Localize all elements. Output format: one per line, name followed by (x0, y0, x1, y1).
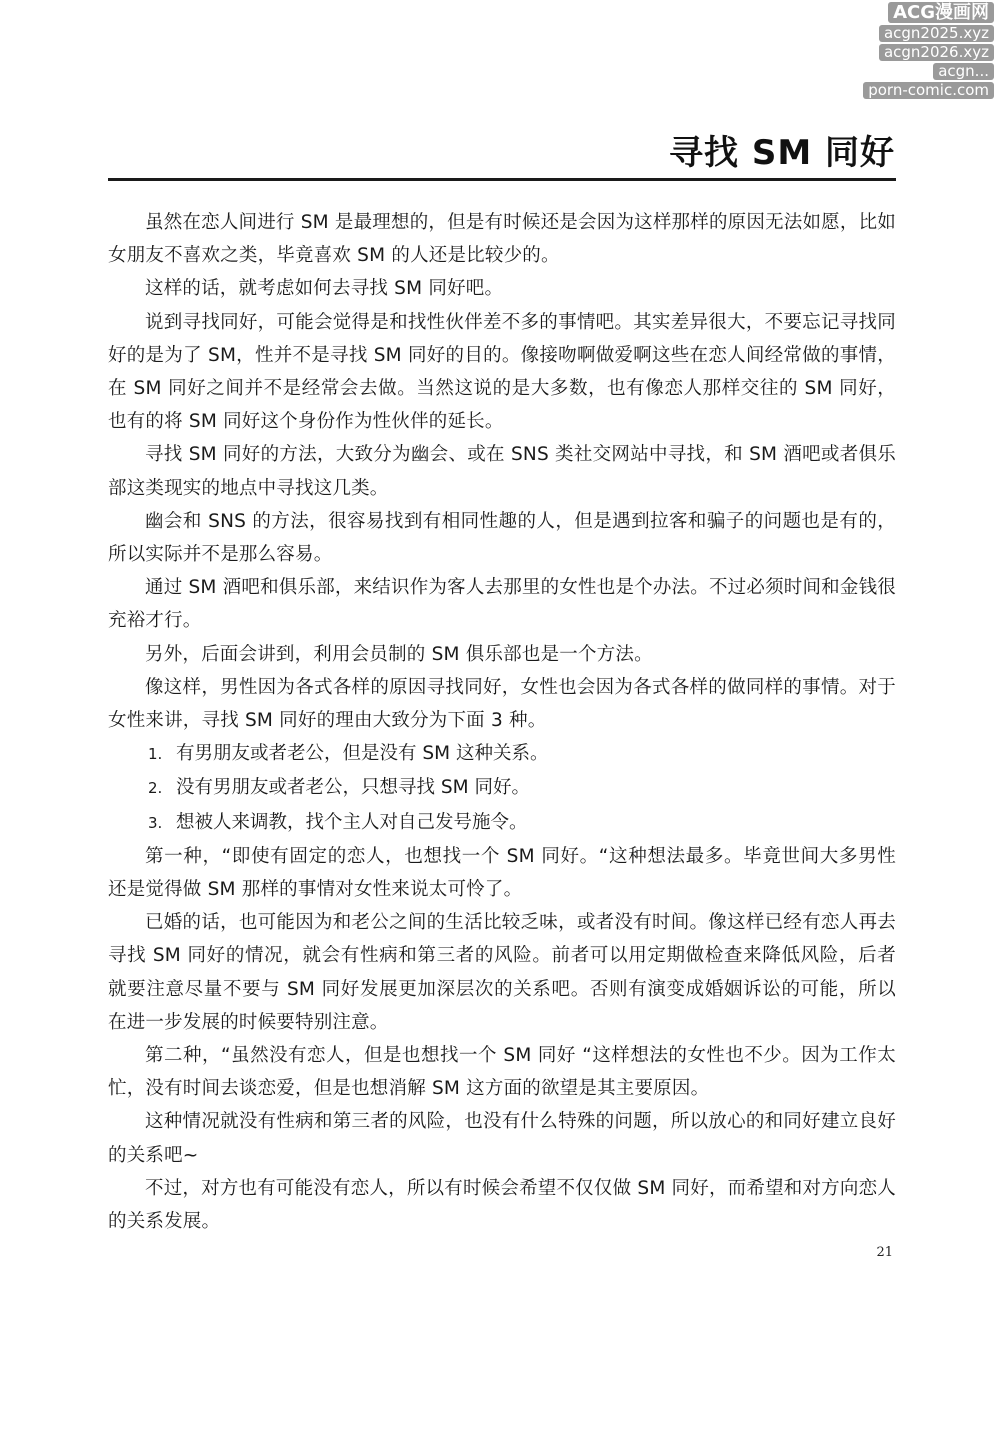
paragraph: 已婚的话，也可能因为和老公之间的生活比较乏味，或者没有时间。像这样已经有恋人再去寻找 SM 同好的情况，就会有性病和第三者的风险。前者可以用定期做检查来降低风险，后者就要注意尽量不要与 SM 同好发展更加深层次的关系吧。否则有演变成婚姻诉讼的可能，所以在进一步发展的时候要特别注意。 (108, 912, 896, 1033)
watermark-brand: ACG漫画网 (888, 2, 994, 23)
list-text: 没有男朋友或者老公，只想寻找 SM 同好。 (176, 777, 530, 799)
list-text: 有男朋友或者老公，但是没有 SM 这种关系。 (176, 743, 549, 765)
paragraph: 虽然在恋人间进行 SM 是最理想的，但是有时候还是会因为这样那样的原因无法如愿，比如女朋友不喜欢之类，毕竟喜欢 SM 的人还是比较少的。 (108, 212, 896, 267)
watermark (844, 2, 994, 100)
paragraph: 说到寻找同好，可能会觉得是和找性伙伴差不多的事情吧。其实差异很大，不要忘记寻找同好的是为了 SM，性并不是寻找 SM 同好的目的。像接吻啊做爱啊这些在恋人间经常做的事情，在 SM 同好之间并不是经常会去做。当然这说的是大多数，也有像恋人那样交往的 SM 同好，也有的将 SM 同好这个身份作为性伙伴的延长。 (108, 311, 896, 433)
body-text (108, 206, 896, 1238)
list-number: 1. (148, 745, 163, 764)
paragraph: 幽会和 SNS 的方法，很容易找到有相同性趣的人，但是遇到拉客和骗子的问题也是有的，所以实际并不是那么容易。 (108, 510, 896, 566)
watermark-line: porn-comic.com (863, 82, 994, 99)
list-number: 2. (148, 779, 163, 798)
paragraph: 不过，对方也有可能没有恋人，所以有时候会希望不仅仅做 SM 同好，而希望和对方向恋人的关系发展。 (108, 1177, 896, 1233)
watermark-line: acgn2025.xyz (879, 25, 994, 42)
watermark-line: acgn2026.xyz (879, 44, 994, 61)
page-title: 寻找 SM 同好 (669, 133, 895, 173)
page-number: 21 (876, 1245, 893, 1260)
list-item (108, 737, 896, 771)
list-item (108, 806, 896, 840)
paragraph: 第二种，“虽然没有恋人，但是也想找一个 SM 同好 “这样想法的女性也不少。因为工作太忙，没有时间去谈恋爱，但是也想消解 SM 这方面的欲望是其主要原因。 (108, 1045, 896, 1100)
paragraph: 这样的话，就考虑如何去寻找 SM 同好吧。 (145, 278, 504, 300)
paragraph: 第一种，“即使有固定的恋人，也想找一个 SM 同好。“这种想法最多。毕竟世间大多男性还是觉得做 SM 那样的事情对女性来说太可怜了。 (108, 845, 896, 901)
title-divider (108, 178, 896, 181)
paragraph: 这种情况就没有性病和第三者的风险，也没有什么特殊的问题，所以放心的和同好建立良好的关系吧~ (108, 1111, 896, 1166)
list-text: 想被人来调教，找个主人对自己发号施令。 (176, 811, 528, 833)
paragraph: 寻找 SM 同好的方法，大致分为幽会、或在 SNS 类社交网站中寻找，和 SM 酒吧或者俱乐部这类现实的地点中寻找这几类。 (108, 444, 896, 499)
list-item (108, 771, 896, 805)
paragraph: 另外，后面会讲到，利用会员制的 SM 俱乐部也是一个方法。 (145, 643, 653, 665)
paragraph: 通过 SM 酒吧和俱乐部，来结识作为客人去那里的女性也是个办法。不过必须时间和金钱很充裕才行。 (108, 577, 896, 632)
list-number: 3. (148, 813, 163, 832)
paragraph: 像这样，男性因为各式各样的原因寻找同好，女性也会因为各式各样的做同样的事情。对于女性来讲，寻找 SM 同好的理由大致分为下面 3 种。 (108, 676, 896, 732)
watermark-line: acgn... (933, 63, 994, 80)
